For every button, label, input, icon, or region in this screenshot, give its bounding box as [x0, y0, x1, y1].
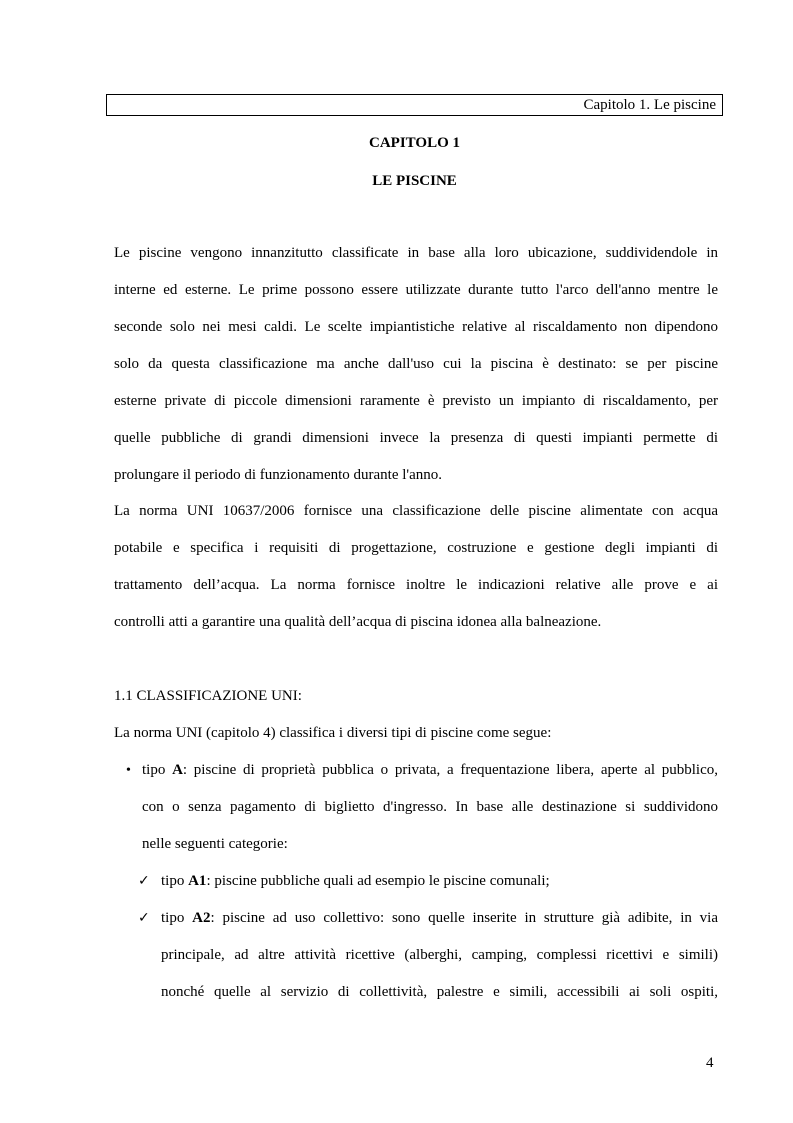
- paragraph1-line: solo da questa classificazione ma anche dall'uso cui la piscina è destinato: se per piscine: [114, 356, 718, 372]
- sub-a1-rest: : piscine pubbliche quali ad esempio le piscine comunali;: [206, 873, 550, 889]
- bullet-icon: •: [126, 763, 131, 778]
- chapter-title: LE PISCINE: [372, 173, 457, 189]
- sub-a2-rest: : piscine ad uso collettivo: sono quelle inserite in strutture già adibite, in via: [210, 910, 718, 926]
- checkmark-icon: ✓: [138, 873, 150, 889]
- bullet-a-line3: nelle seguenti categorie:: [142, 836, 288, 852]
- bullet-a-bold: A: [172, 762, 183, 778]
- paragraph1-line: quelle pubbliche di grandi dimensioni invece la presenza di questi impianti permette di: [114, 430, 718, 446]
- bullet-a-line1: [142, 762, 718, 779]
- sub-a2-line1: [161, 910, 718, 927]
- bullet-a-line2: con o senza pagamento di biglietto d'ingresso. In base alle destinazione si suddividono: [142, 799, 718, 815]
- paragraph2-line: La norma UNI 10637/2006 fornisce una classificazione delle piscine alimentate con acqua: [114, 503, 718, 519]
- chapter-number: CAPITOLO 1: [369, 135, 460, 151]
- sub-a2-bold: A2: [192, 910, 211, 926]
- sub-a2-line3: nonché quelle al servizio di collettività, palestre e simili, accessibili ai soli ospiti,: [161, 984, 718, 1000]
- page-number: 4: [706, 1055, 714, 1071]
- running-header-title: Capitolo 1. Le piscine: [583, 97, 716, 113]
- sub-a1-line: [161, 873, 718, 890]
- paragraph2-line: potabile e specifica i requisiti di progettazione, costruzione e gestione degli impianti di: [114, 540, 718, 556]
- paragraph1-line: interne ed esterne. Le prime possono essere utilizzate durante tutto l'arco dell'anno mentre le: [114, 282, 718, 298]
- running-header: [106, 94, 723, 116]
- bullet-a-rest: : piscine di proprietà pubblica o privata, a frequentazione libera, aperte al pubblico,: [182, 762, 718, 778]
- paragraph2-line: trattamento dell’acqua. La norma fornisce inoltre le indicazioni relative alle prove e ai: [114, 577, 718, 593]
- paragraph1-line: Le piscine vengono innanzitutto classificate in base alla loro ubicazione, suddividendole in: [114, 245, 718, 261]
- paragraph1-line: seconde solo nei mesi caldi. Le scelte impiantistiche relative al riscaldamento non dipendono: [114, 319, 718, 335]
- checkmark-icon: ✓: [138, 910, 150, 926]
- sub-a1-bold: A1: [188, 873, 207, 889]
- sub-a2-line2: principale, ad altre attività ricettive (alberghi, camping, complessi ricettivi e simili): [161, 947, 718, 963]
- sub-a2-prefix: tipo: [161, 910, 193, 926]
- paragraph2-line: controlli atti a garantire una qualità dell’acqua di piscina idonea alla balneazione.: [114, 614, 602, 630]
- section-intro: La norma UNI (capitolo 4) classifica i diversi tipi di piscine come segue:: [114, 725, 552, 741]
- paragraph1-line: prolungare il periodo di funzionamento durante l'anno.: [114, 467, 443, 483]
- bullet-a-prefix: tipo: [142, 762, 173, 778]
- sub-a1-prefix: tipo: [161, 873, 189, 889]
- section-heading: 1.1 CLASSIFICAZIONE UNI:: [114, 688, 302, 704]
- paragraph1-line: esterne private di piccole dimensioni raramente è previsto un impianto di riscaldamento, per: [114, 393, 718, 409]
